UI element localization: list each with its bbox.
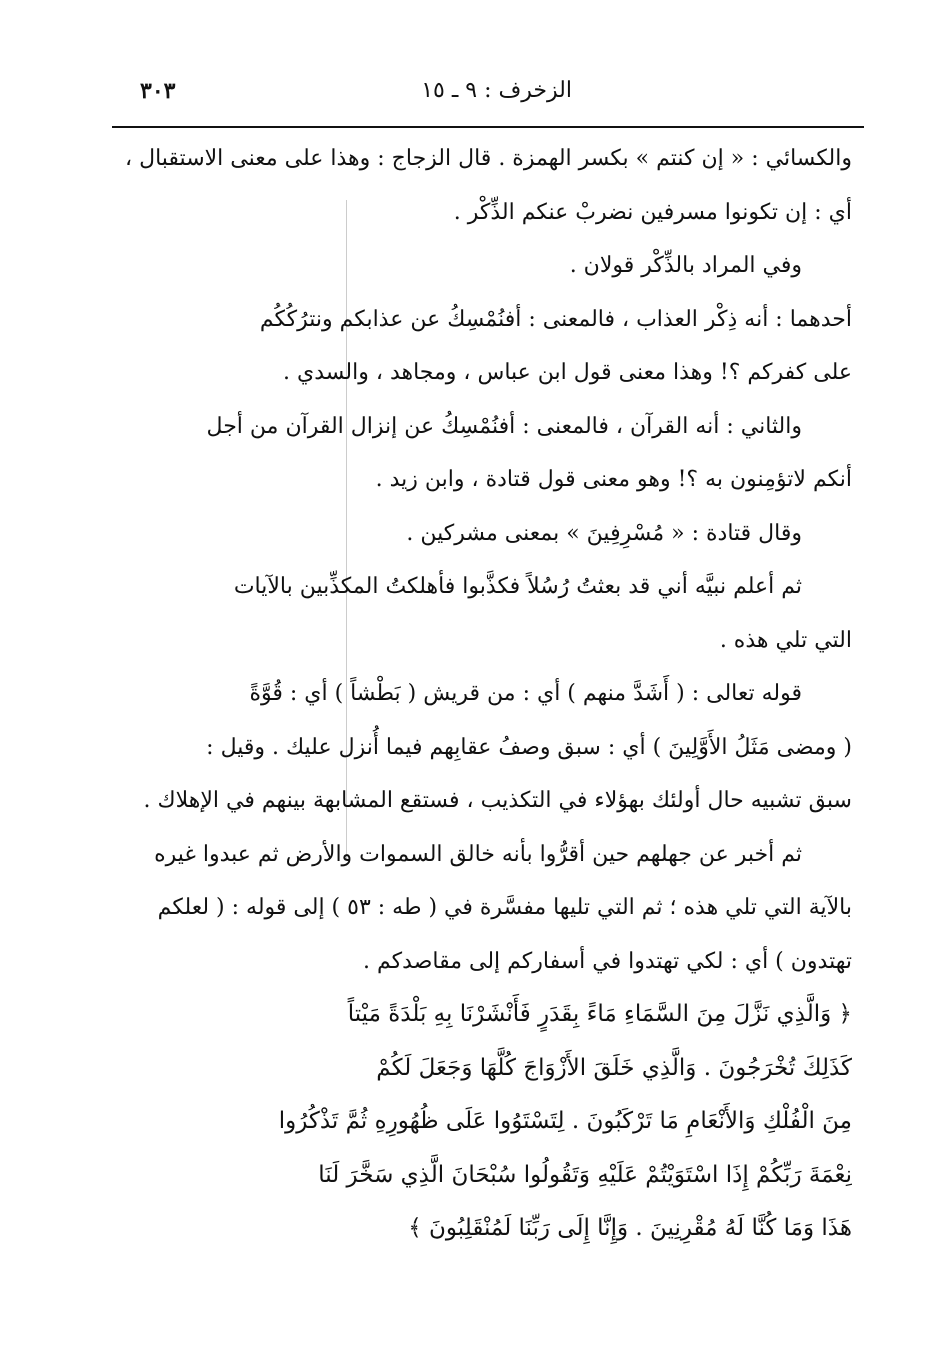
- text-line: والكسائي : « إن كنتم » بكسر الهمزة . قال الزجاج : وهذا على معنى الاستقبال ،: [125, 146, 852, 171]
- text-line: ( ومضى مَثَلُ الأَوَّلِينَ ) أي : سبق وصفُ عقابِهم فيما أُنزل عليك . وقيل :: [206, 734, 852, 760]
- text-line: سبق تشبيه حال أولئك بهؤلاء في التكذيب ، فستقع المشابهة بينهم في الإهلاك .: [143, 788, 852, 813]
- running-title: الزخرف : ٩ ـ ١٥: [421, 78, 572, 103]
- quran-verse-line: نِعْمَةَ رَبِّكُمْ إِذَا اسْتَوَيْتُمْ عَلَيْهِ وَتَقُولُوا سُبْحَانَ الَّذِي سَخَّرَ لَنَا: [318, 1161, 852, 1188]
- text-line: وقال قتادة : « مُسْرِفِينَ » بمعنى مشركين .: [406, 520, 802, 546]
- quran-verse-line: ﴿ وَالَّذِي نَزَّلَ مِنَ السَّمَاءِ مَاءً بِقَدَرٍ فَأَنْشَرْنَا بِهِ بَلْدَةً مَيْتاً: [347, 1001, 852, 1027]
- running-header: [110, 78, 862, 118]
- text-line: بالآية التي تلي هذه ؛ ثم التي تليها مفسَّرة في ( طه : ٥٣ ) إلى قوله : ( لعلكم: [157, 895, 852, 920]
- text-line: وفي المراد بالذِّكْر قولان .: [569, 253, 802, 278]
- text-line: التي تلي هذه .: [719, 627, 852, 653]
- text-body: [112, 132, 852, 1256]
- quran-verse-line: هَذَا وَمَا كُنَّا لَهُ مُقْرِنِينَ . وَإِنَّا إِلَى رَبِّنَا لَمُنْقَلِبُونَ ﴾: [408, 1215, 852, 1241]
- text-line: قوله تعالى : ( أَشَدَّ منهم ) أي : من قريش ( بَطْشاً ) أي : قُوَّةً: [249, 681, 802, 706]
- quran-verse-line: كَذَلِكَ تُخْرَجُونَ . وَالَّذِي خَلَقَ الأَزْوَاجَ كُلَّهَا وَجَعَلَ لَكُمْ: [376, 1054, 852, 1081]
- quran-verse-line: مِنَ الْفُلْكِ وَالأَنْعَامِ مَا تَرْكَبُونَ . لِتَسْتَوُوا عَلَى ظُهُورِهِ ثُمَّ تَذْكُرُوا: [278, 1108, 852, 1134]
- text-line: على كفركم ؟! وهذا معنى قول ابن عباس ، ومجاهد ، والسدي .: [283, 360, 852, 385]
- text-line: ثم أخبر عن جهلهم حين أقرُّوا بأنه خالق السموات والأرض ثم عبدوا غيره: [154, 841, 802, 867]
- text-line: تهتدون ) أي : لكي تهتدوا في أسفاركم إلى مقاصدكم .: [363, 948, 852, 974]
- header-rule: [112, 126, 864, 128]
- text-line: والثاني : أنه القرآن ، فالمعنى : أفنُمْسِكُ عن إنزال القرآن من أجل: [206, 413, 802, 439]
- text-line: أحدهما : أنه ذِكْر العذاب ، فالمعنى : أفنُمْسِكُ عن عذابكم ونترُكُكُم: [259, 306, 852, 332]
- text-line: أي : إن تكونوا مسرفين نضربْ عنكم الذِّكْر .: [453, 199, 852, 225]
- text-line: أنكم لاتؤمِنون به ؟! وهو معنى قول قتادة ، وابن زيد .: [375, 467, 852, 492]
- text-line: ثم أعلم نبيَّه أني قد بعثتُ رُسُلاً فكذَّبوا فأهلكتُ المكذِّبين بالآيات: [233, 574, 802, 599]
- page-number: ٣٠٣: [140, 78, 176, 104]
